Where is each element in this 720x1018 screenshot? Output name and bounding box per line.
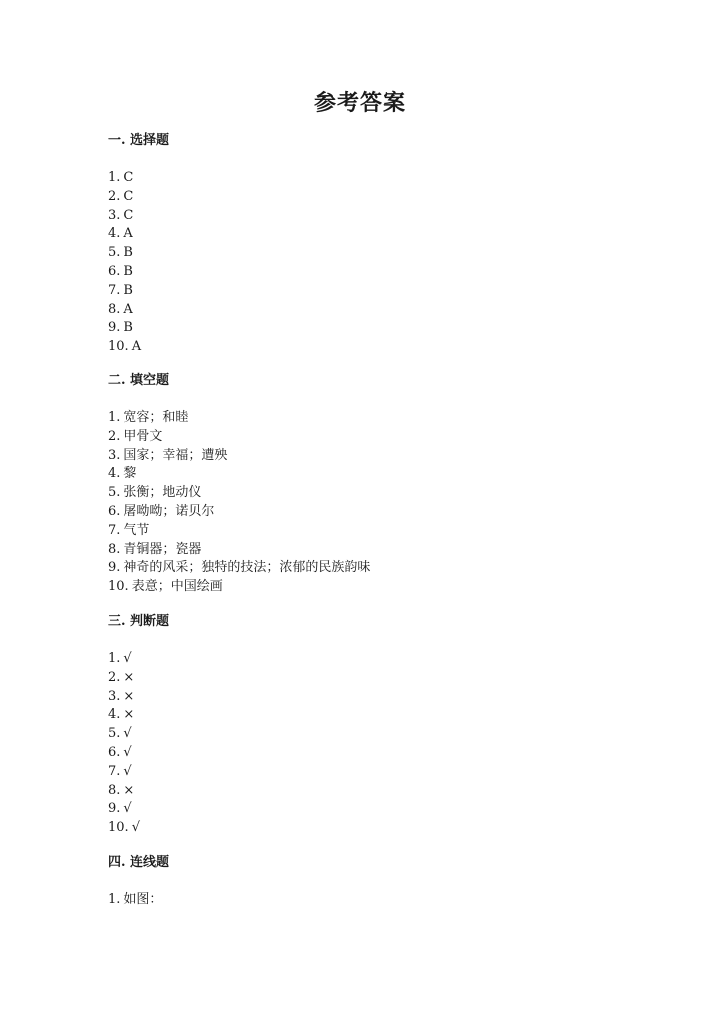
answer-item [108,447,668,466]
answer-item [108,503,668,522]
answer-text: √ [123,801,132,817]
answer-number: 1. [108,170,121,185]
answer-text: 屠呦呦；诺贝尔 [123,503,215,519]
answer-text: C [123,207,134,223]
answer-text: 甲骨文 [123,428,163,444]
answer-text: C [123,188,134,204]
answer-number: 5. [108,245,121,261]
answer-list [108,169,668,357]
answer-item [108,578,668,597]
answer-text: 宽容；和睦 [123,410,189,425]
answer-item [108,541,668,560]
answer-item [108,706,668,725]
answer-number: 4. [108,466,121,482]
answer-item [108,782,668,801]
answer-text: √ [123,763,132,779]
answer-number: 6. [108,744,121,760]
answer-number: 8. [108,541,121,557]
answer-text: A [131,339,142,355]
answer-number: 7. [108,282,121,298]
answer-text: A [123,226,133,242]
answer-item [108,282,668,301]
section-heading: 四. 连线题 [108,855,170,870]
answer-item [108,559,668,578]
answer-item [108,688,668,707]
answer-number: 1. [108,892,121,907]
answer-number: 7. [108,522,121,538]
answer-text: 表意；中国绘画 [131,579,223,595]
section-true-false [108,612,668,838]
section-heading: 二. 填空题 [108,373,170,388]
answer-number: 2. [108,188,121,204]
section-heading: 三. 判断题 [108,614,170,629]
answer-text: A [123,301,133,317]
answer-item [108,891,668,910]
answer-item [108,819,668,838]
section-multiple-choice [108,131,668,357]
answer-text: C [123,170,134,185]
answer-number: 10. [108,820,129,836]
answer-number: 6. [108,263,121,279]
answer-text: √ [123,744,132,760]
answer-text: 黎 [123,466,137,482]
answer-number: 10. [108,339,129,355]
section-fill-in-blank [108,371,668,597]
answer-item [108,188,668,207]
answer-item [108,409,668,428]
answer-text: 神奇的风采；独特的技法；浓郁的民族韵味 [123,560,371,576]
answer-number: 8. [108,782,121,798]
answer-number: 9. [108,560,121,576]
answer-text: 国家；幸福；遭殃 [123,447,228,463]
answer-list [108,409,668,597]
answer-number: 9. [108,801,121,817]
answer-item [108,763,668,782]
answer-text: √ [123,651,132,666]
answer-list [108,891,668,910]
answer-item [108,484,668,503]
answer-item [108,169,668,188]
answer-number: 10. [108,579,129,595]
answer-text: × [123,688,135,704]
answer-text: × [123,669,135,685]
answer-number: 5. [108,485,121,501]
answer-item [108,244,668,263]
answer-text: 青铜器；瓷器 [123,541,202,557]
answer-item [108,301,668,320]
answer-item [108,465,668,484]
answer-number: 3. [108,447,121,463]
answer-item [108,650,668,669]
answer-item [108,522,668,541]
answer-item [108,225,668,244]
answer-text: √ [131,820,140,836]
answer-number: 3. [108,688,121,704]
answer-text: B [123,282,133,298]
answer-item [108,725,668,744]
answer-item [108,428,668,447]
answer-number: 2. [108,669,121,685]
answer-number: 5. [108,726,121,742]
answer-number: 3. [108,207,121,223]
answer-item [108,319,668,338]
answer-text: 张衡；地动仪 [123,485,202,501]
answer-item [108,263,668,282]
answer-text: √ [123,726,132,742]
answer-number: 9. [108,320,121,336]
page-title: 参考答案 [313,90,406,116]
answer-text: × [123,707,135,723]
section-matching [108,853,668,910]
answer-number: 1. [108,651,121,666]
answer-list [108,650,668,838]
answer-number: 1. [108,410,121,425]
answer-number: 4. [108,226,121,242]
answer-item [108,207,668,226]
answer-item [108,669,668,688]
answer-item [108,800,668,819]
section-heading: 一. 选择题 [108,133,170,148]
answer-text: B [123,320,133,336]
answer-text: B [123,263,133,279]
answer-number: 4. [108,707,121,723]
answer-number: 6. [108,503,121,519]
answer-item [108,338,668,357]
answer-text: 气节 [123,522,150,538]
answer-item [108,744,668,763]
answer-number: 2. [108,428,121,444]
answer-number: 8. [108,301,121,317]
answer-text: × [123,782,135,798]
answer-text: B [123,245,133,261]
answer-text: 如图： [123,892,163,907]
answer-number: 7. [108,763,121,779]
